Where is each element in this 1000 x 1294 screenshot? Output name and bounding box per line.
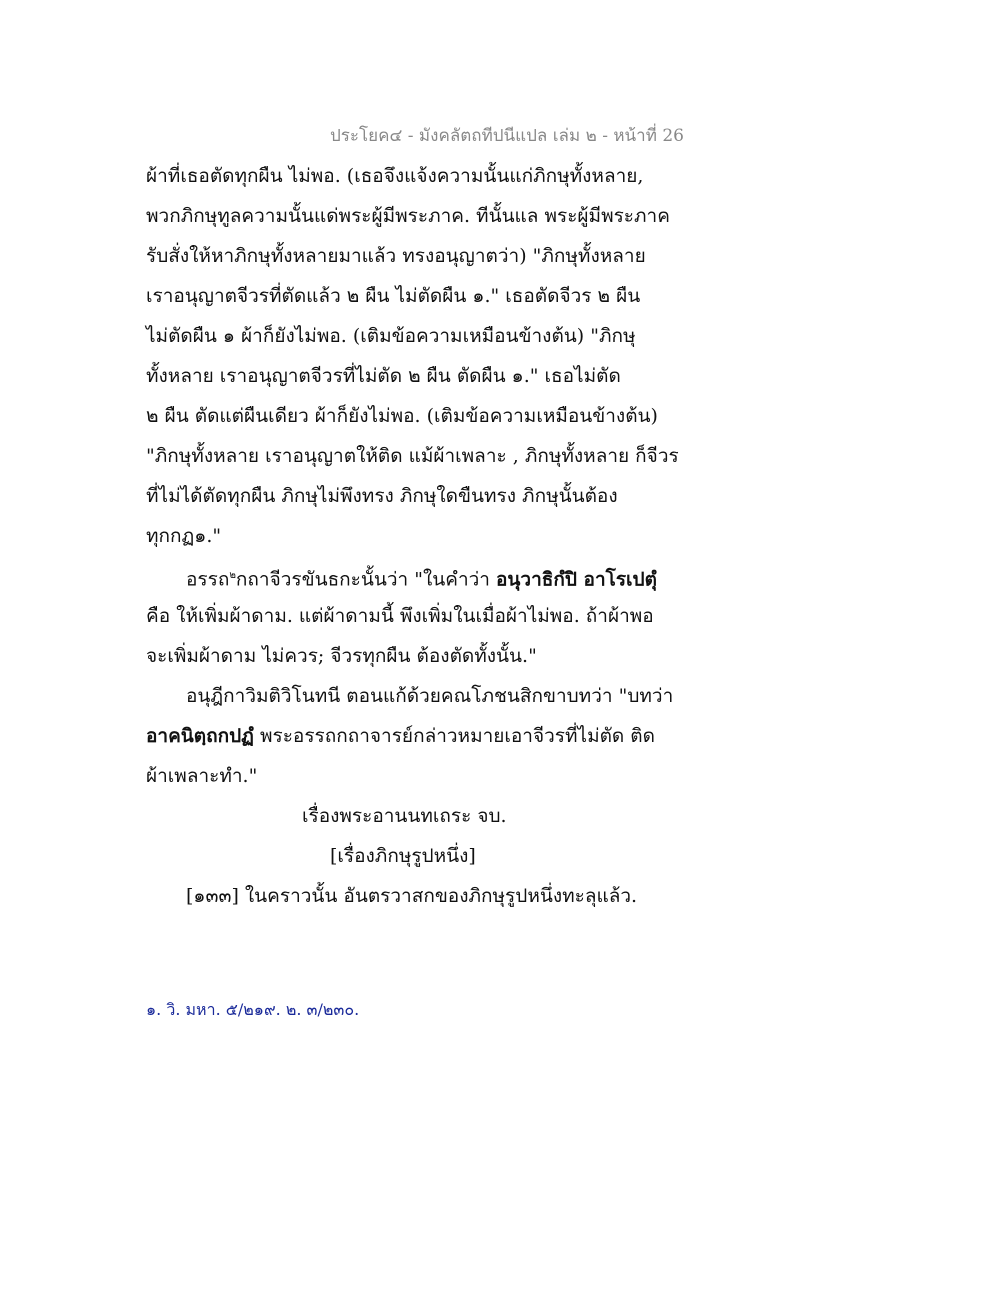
para2-pali-term: อนุวาธิกํปิ อาโรเปตุํ xyxy=(496,568,657,591)
para3-pali-term: อาคนิตฺถกปฏํ xyxy=(146,725,254,747)
para3-line-1: อนุฎีกาวิมติวิโนทนี ตอนแก้ด้วยคณโภชนสิกขาบทว่า "บทว่า xyxy=(186,685,674,707)
body-line-7: ๒ ผืน ตัดแต่ผืนเดียว ผ้าก็ยังไม่พอ. (เติมข้อความเหมือนข้างต้น) xyxy=(146,405,658,427)
body-line-5: ไม่ตัดผืน ๑ ผ้าก็ยังไม่พอ. (เติมข้อความเหมือนข้างต้น) "ภิกษุ xyxy=(146,325,636,347)
body-line-4: เราอนุญาตจีวรที่ตัดแล้ว ๒ ผืน ไม่ตัดผืน ๑." เธอตัดจีวร ๒ ผืน xyxy=(146,285,641,307)
para2-line-1 xyxy=(146,556,706,596)
footnote: ๑. วิ. มหา. ๕/๒๑๙. ๒. ๓/๒๓๐. xyxy=(146,1000,360,1019)
story-end-line: เรื่องพระอานนทเถระ จบ. xyxy=(302,805,507,827)
footnote-ref-2: ๒ xyxy=(229,570,236,581)
para3-line-3: ผ้าเพลาะทำ." xyxy=(146,765,258,787)
page-header: ประโยค๔ - มังคลัตถทีปนีแปล เล่ม ๒ - หน้าที่ 26 xyxy=(330,126,684,146)
body-line-10: ทุกกฏ๑." xyxy=(146,525,222,547)
page-body xyxy=(146,156,706,916)
body-line-1: ผ้าที่เธอตัดทุกผืน ไม่พอ. (เธอจึงแจ้งความนั้นแก่ภิกษุทั้งหลาย, xyxy=(146,165,644,187)
body-line-8: "ภิกษุทั้งหลาย เราอนุญาตให้ติด แม้ผ้าเพลาะ , ภิกษุทั้งหลาย ก็จีวร xyxy=(146,445,679,467)
next-story-title: [เรื่องภิกษุรูปหนึ่ง] xyxy=(330,845,476,867)
body-line-3: รับสั่งให้หาภิกษุทั้งหลายมาแล้ว ทรงอนุญาตว่า) "ภิกษุทั้งหลาย xyxy=(146,245,646,267)
body-line-9: ที่ไม่ได้ตัดทุกผืน ภิกษุไม่พึงทรง ภิกษุใดขืนทรง ภิกษุนั้นต้อง xyxy=(146,485,618,507)
para3-text: พระอรรถกถาจารย์กล่าวหมายเอาจีวรที่ไม่ตัด ติด xyxy=(253,725,655,747)
body-line-2: พวกภิกษุทูลความนั้นแด่พระผู้มีพระภาค. ทีนั้นแล พระผู้มีพระภาค xyxy=(146,205,670,227)
next-story-first-line: [๑๓๓] ในคราวนั้น อันตรวาสกของภิกษุรูปหนึ่งทะลุแล้ว. xyxy=(186,885,638,907)
para2-text-b: กถาจีวรขันธกะนั้นว่า "ในคำว่า xyxy=(235,568,497,591)
para2-text-a: อรรถ xyxy=(186,568,230,591)
body-line-6: ทั้งหลาย เราอนุญาตจีวรที่ไม่ตัด ๒ ผืน ตัดผืน ๑." เธอไม่ตัด xyxy=(146,365,621,387)
para2-line-2: คือ ให้เพิ่มผ้าดาม. แต่ผ้าดามนี้ พึงเพิ่มในเมื่อผ้าไม่พอ. ถ้าผ้าพอ xyxy=(146,605,654,627)
para2-line-3: จะเพิ่มผ้าดาม ไม่ควร; จีวรทุกผืน ต้องตัดทั้งนั้น." xyxy=(146,645,537,667)
para3-line-2 xyxy=(146,716,706,756)
